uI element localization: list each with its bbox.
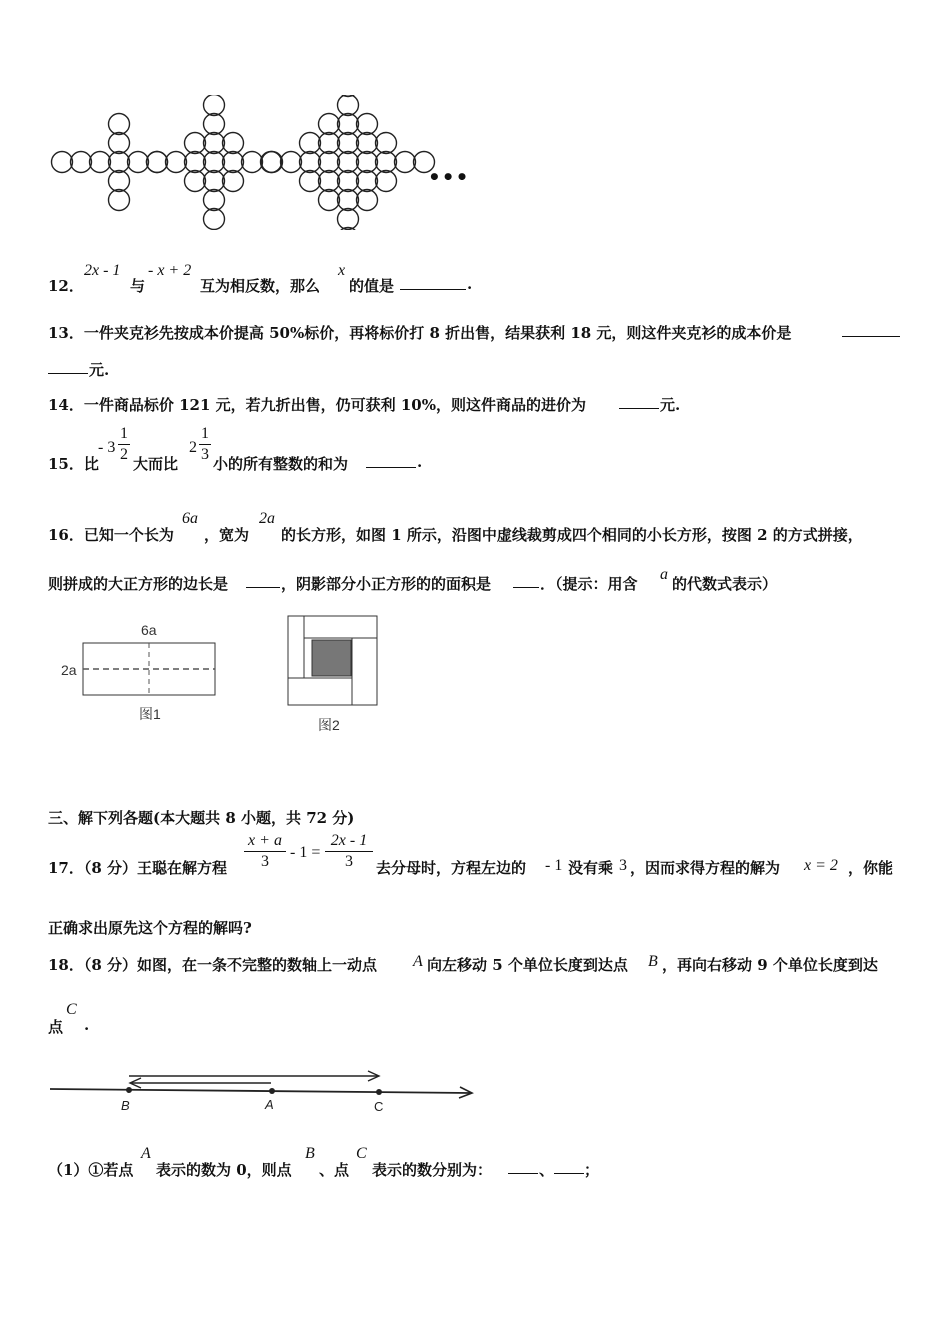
- circle-pattern-figure: [40, 95, 480, 230]
- pattern-circle: [204, 114, 225, 135]
- fig2-shaded-square: [312, 640, 351, 676]
- q18-point-A: A: [413, 953, 423, 970]
- pattern-circle: [204, 209, 225, 230]
- pattern-circle: [52, 152, 73, 173]
- q17-solution: x = 2: [804, 857, 838, 874]
- figure-1-rectangle: [55, 615, 230, 730]
- pattern-circle: [376, 133, 397, 154]
- q17-rhs-den: 3: [345, 853, 353, 870]
- number-line-axis: [50, 1089, 470, 1093]
- q14-answer-blank[interactable]: [619, 396, 659, 409]
- pattern-circle: [338, 95, 359, 116]
- pattern-circle: [338, 95, 359, 97]
- section-3-title: 三、解下列各题(本大题共 8 小题，共 72 分): [48, 809, 355, 827]
- q16-width: 2a: [259, 510, 275, 527]
- q18-line2-end: .: [84, 1016, 90, 1034]
- q17-rhs-num: 2x - 1: [330, 832, 368, 849]
- q18-sub1-B: B: [305, 1145, 315, 1162]
- q18-sub1-A: A: [141, 1145, 151, 1162]
- pattern-circle: [357, 114, 378, 135]
- pattern-circle: [223, 171, 244, 192]
- q12-period: .: [467, 275, 473, 293]
- q14-end: 元.: [660, 396, 681, 414]
- q17-neg-one: - 1: [545, 857, 563, 874]
- q15-f2-bar: [199, 444, 211, 445]
- pattern-circle: [204, 171, 225, 192]
- q17-minus-one: - 1 =: [290, 844, 321, 861]
- axis-point-C: [376, 1089, 382, 1095]
- q15-number: 15．比: [48, 455, 99, 473]
- q17-lhs-den: 3: [261, 853, 269, 870]
- number-line-figure: [45, 1060, 485, 1120]
- q15-f1-num: 1: [120, 425, 128, 442]
- q17-three: 3: [619, 857, 627, 874]
- q16-line2-a: 则拼成的大正方形的边长是: [48, 575, 229, 593]
- q17-rhs-fraction: [325, 832, 373, 871]
- q12-var: x: [338, 262, 346, 279]
- pattern-circle: [338, 114, 359, 135]
- pattern-circle: [395, 152, 416, 173]
- fig1-caption: 图1: [139, 706, 161, 722]
- q16-part2: ，宽为: [204, 526, 250, 544]
- q18-sub1-a: （1）①若点: [48, 1161, 134, 1179]
- q16-line2-c: ．（提示：用含: [540, 575, 638, 593]
- q16-answer-blank-1[interactable]: [246, 575, 280, 588]
- pattern-circle: [357, 171, 378, 192]
- pattern-circle: [376, 171, 397, 192]
- pattern-circle: [128, 152, 149, 173]
- pattern-circle: [109, 171, 130, 192]
- pattern-circle: [338, 190, 359, 211]
- figure-2-square: [280, 610, 390, 740]
- q18-sub1-c: 、点: [319, 1161, 350, 1179]
- q15-end: 小的所有整数的和为: [213, 455, 349, 473]
- pattern-circle: [338, 209, 359, 230]
- pattern-circle: [109, 114, 130, 135]
- pattern-circle: [71, 152, 92, 173]
- pattern-circle: [223, 133, 244, 154]
- pattern-circle: [90, 152, 111, 173]
- q17-part4: ，因而求得方程的解为: [630, 859, 781, 877]
- pattern-circle: [338, 152, 359, 173]
- q13-line1: 13．一件夹克衫先按成本价提高 50%标价，再将标价打 8 折出售，结果获利 18 元，则这件夹克衫的成本价是: [48, 324, 792, 342]
- pattern-circle: [147, 152, 168, 173]
- q14-text: 14．一件商品标价 121 元，若九折出售，仍可获利 10%，则这件商品的进价为: [48, 396, 586, 414]
- q17-lhs-bar: [244, 851, 286, 852]
- q13-answer-blank-b[interactable]: [48, 361, 88, 374]
- pattern-circle: [204, 152, 225, 173]
- pattern-circle: [109, 190, 130, 211]
- q18-part1: 18．（8 分）如图，在一条不完整的数轴上一动点: [48, 956, 378, 974]
- pattern-circle: [376, 152, 397, 173]
- q16-part1: 16．已知一个长为: [48, 526, 174, 544]
- fig2-caption: 图2: [318, 717, 340, 733]
- q17-part2: 去分母时，方程左边的: [376, 859, 527, 877]
- q18-point-C: C: [66, 1001, 77, 1018]
- q15-fraction-2: [199, 425, 211, 464]
- q18-sub1-sep: 、: [539, 1161, 555, 1179]
- q15-f2-den: 3: [201, 446, 209, 463]
- pattern-circle: [185, 133, 206, 154]
- q17-lhs-fraction: [244, 832, 286, 871]
- pattern-circle: [223, 152, 244, 173]
- q17-lhs-num: x + a: [248, 832, 282, 849]
- q17-part5: ，你能: [848, 859, 894, 877]
- pattern-circle: [185, 152, 206, 173]
- q12-text-end: 的值是: [349, 277, 395, 295]
- pattern-circle: [357, 152, 378, 173]
- q16-length: 6a: [182, 510, 198, 527]
- q15-period: .: [417, 453, 423, 471]
- q12-number: 12．: [48, 277, 84, 295]
- q18-sub1-blank-B[interactable]: [508, 1161, 538, 1174]
- axis-point-A: [269, 1088, 275, 1094]
- ellipsis-dots: •••: [428, 165, 470, 189]
- pattern-circle: [319, 114, 340, 135]
- pattern-circle: [300, 133, 321, 154]
- pattern-circle: [319, 133, 340, 154]
- q18-line2: 点: [48, 1018, 64, 1036]
- q16-answer-blank-2[interactable]: [513, 575, 539, 588]
- axis-label-B: B: [121, 1098, 130, 1113]
- q17-rhs-bar: [325, 851, 373, 852]
- pattern-circle: [262, 152, 283, 173]
- q12-answer-blank[interactable]: [400, 277, 466, 290]
- q16-part3: 的长方形，如图 1 所示，沿图中虚线裁剪成四个相同的小长方形，按图 2 的方式拼接，: [281, 526, 863, 544]
- pattern-circle: [319, 171, 340, 192]
- pattern-circle: [204, 133, 225, 154]
- q18-sub1-d: 表示的数分别为：: [372, 1161, 493, 1179]
- q15-f1-bar: [118, 444, 130, 445]
- q16-line2-b: ，阴影部分小正方形的的面积是: [281, 575, 492, 593]
- pattern-circle: [319, 190, 340, 211]
- pattern-circle: [242, 152, 263, 173]
- q15-mid: 大而比: [133, 455, 179, 473]
- q18-sub1-b: 表示的数为 0，则点: [156, 1161, 292, 1179]
- pattern-circle: [319, 152, 340, 173]
- q18-point-B: B: [648, 953, 658, 970]
- q15-fraction-1: [118, 425, 130, 464]
- q15-whole2: 2: [189, 439, 197, 456]
- q16-line2-d: 的代数式表示）: [672, 575, 778, 593]
- pattern-circle: [204, 95, 225, 116]
- pattern-circle: [338, 171, 359, 192]
- q13-answer-blank-a[interactable]: [842, 324, 900, 337]
- fig1-left-label: 2a: [61, 662, 77, 678]
- q12-expr1: 2x - 1: [84, 262, 121, 279]
- pattern-circle: [185, 171, 206, 192]
- pattern-circle: [166, 152, 187, 173]
- pattern-circle: [109, 152, 130, 173]
- axis-point-B: [126, 1087, 132, 1093]
- pattern-circle: [300, 152, 321, 173]
- q18-part2: 向左移动 5 个单位长度到达点: [427, 956, 628, 974]
- q12-text-mid: 互为相反数，那么: [200, 277, 321, 295]
- q18-sub1-C: C: [356, 1145, 367, 1162]
- q16-var-a: a: [660, 566, 668, 583]
- q15-f1-den: 2: [120, 446, 128, 463]
- q18-sub1-end: ；: [584, 1161, 600, 1179]
- pattern-circle: [338, 133, 359, 154]
- q17-part1: 17．（8 分）王聪在解方程: [48, 859, 228, 877]
- axis-label-A: A: [265, 1097, 274, 1112]
- q15-answer-blank[interactable]: [366, 455, 416, 468]
- axis-label-C: C: [374, 1099, 384, 1114]
- q17-part3: 没有乘: [568, 859, 614, 877]
- fig1-top-label: 6a: [141, 622, 157, 638]
- q15-f2-num: 1: [201, 425, 209, 442]
- pattern-circle: [357, 190, 378, 211]
- q13-line2-end: 元.: [89, 361, 110, 379]
- pattern-circle: [300, 171, 321, 192]
- q12-conj: 与: [130, 277, 146, 295]
- q12-expr2: - x + 2: [148, 262, 192, 279]
- q18-part3: ，再向右移动 9 个单位长度到达: [662, 956, 878, 974]
- pattern-circle: [357, 133, 378, 154]
- q15-neg-whole: - 3: [98, 439, 116, 456]
- q17-line2: 正确求出原先这个方程的解吗?: [48, 919, 252, 937]
- pattern-circle: [109, 133, 130, 154]
- q18-sub1-blank-C[interactable]: [554, 1161, 584, 1174]
- pattern-circle: [204, 190, 225, 211]
- pattern-circle: [281, 152, 302, 173]
